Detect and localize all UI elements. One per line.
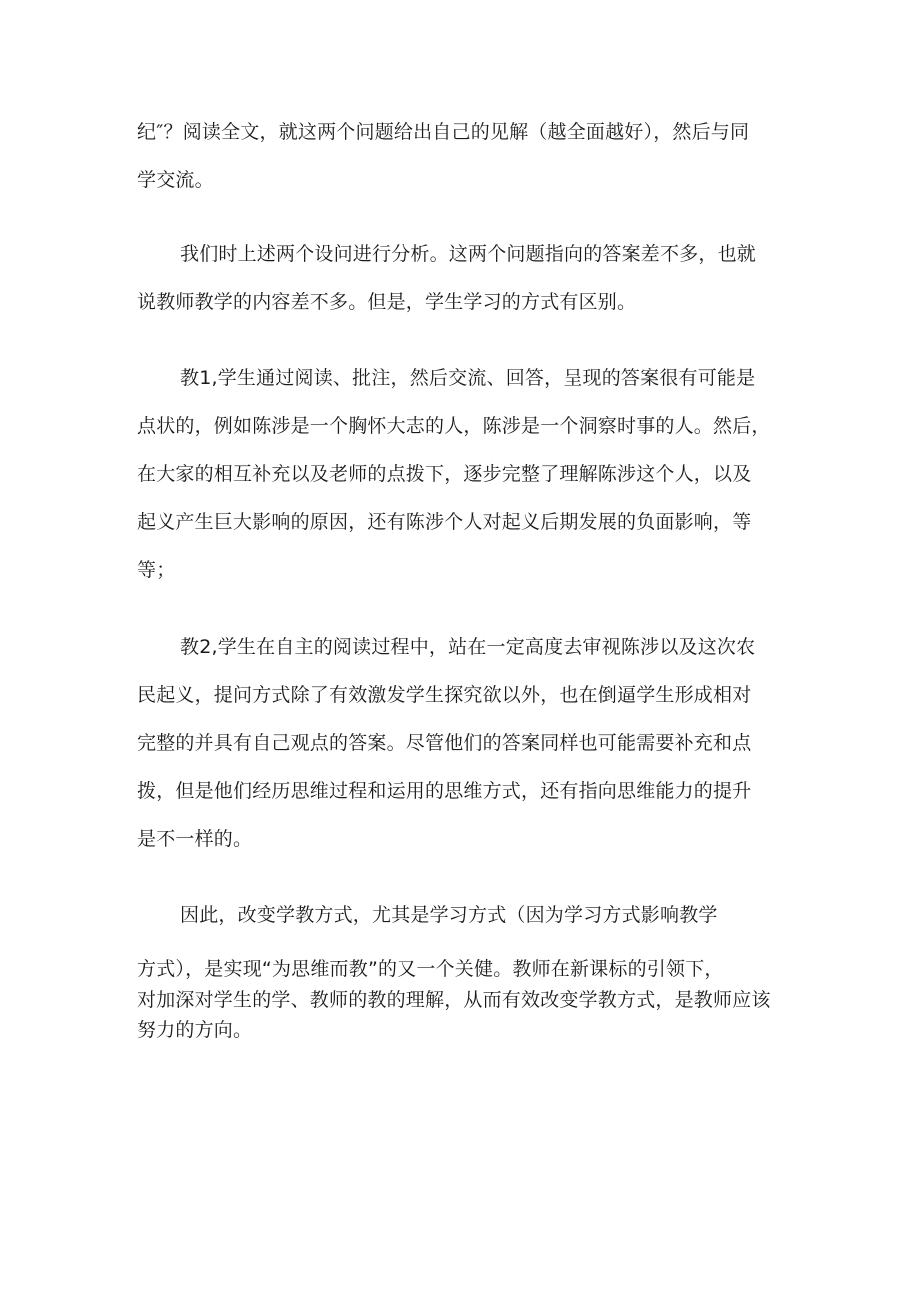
paragraph-2-line-2: 说教师教学的内容差不多。但是，学生学习的方式有区别。 (137, 291, 637, 313)
paragraph-4-line-5: 是不一样的。 (137, 828, 253, 850)
paragraph-4-line-2: 民起义，提问方式除了有效激发学生探究欲以外，也在倒逼学生形成相对 (137, 684, 752, 706)
paragraph-5-line-3: 对加深对学生的学、教师的教的理解，从而有效改变学教方式，是教师应该 (137, 989, 771, 1011)
paragraph-3-line-2: 点状的，例如陈涉是一个胸怀大志的人，陈涉是一个洞察时事的人。然后， (137, 415, 771, 437)
paragraph-1-line-1: 纪″？阅读全文，就这两个问题给出自己的见解（越全面越好），然后与同 (137, 121, 750, 143)
paragraph-3-line-4: 起义产生巨大影响的原因，还有陈涉个人对起义后期发展的负面影响，等 (137, 511, 752, 533)
paragraph-3-line-1: 教1,学生通过阅读、批注，然后交流、回答，呈现的答案很有可能是 (180, 367, 756, 389)
paragraph-4-line-4: 拨，但是他们经历思维过程和运用的思维方式，还有指向思维能力的提升 (137, 780, 752, 802)
paragraph-5-line-4: 努力的方向。 (137, 1019, 253, 1041)
paragraph-1-line-2: 学交流。 (137, 169, 214, 191)
paragraph-3-line-3: 在大家的相互补充以及老师的点拨下，逐步完整了理解陈涉这个人，以及 (137, 463, 752, 485)
paragraph-5-line-2: 方式），是实现“为思维而教”的又一个关健。教师在新课标的引领下， (137, 958, 724, 980)
paragraph-3-line-5: 等； (137, 559, 176, 581)
paragraph-4-line-3: 完整的并具有自己观点的答案。尽管他们的答案同样也可能需要补充和点 (137, 732, 752, 754)
paragraph-5-line-1: 因此，改变学教方式，尤其是学习方式（因为学习方式影响教学 (180, 904, 718, 926)
paragraph-4-line-1: 教2,学生在自主的阅读过程中，站在一定高度去审视陈涉以及这次农 (180, 636, 756, 658)
paragraph-2-line-1: 我们时上述两个设问进行分析。这两个问题指向的答案差不多，也就 (180, 243, 757, 265)
